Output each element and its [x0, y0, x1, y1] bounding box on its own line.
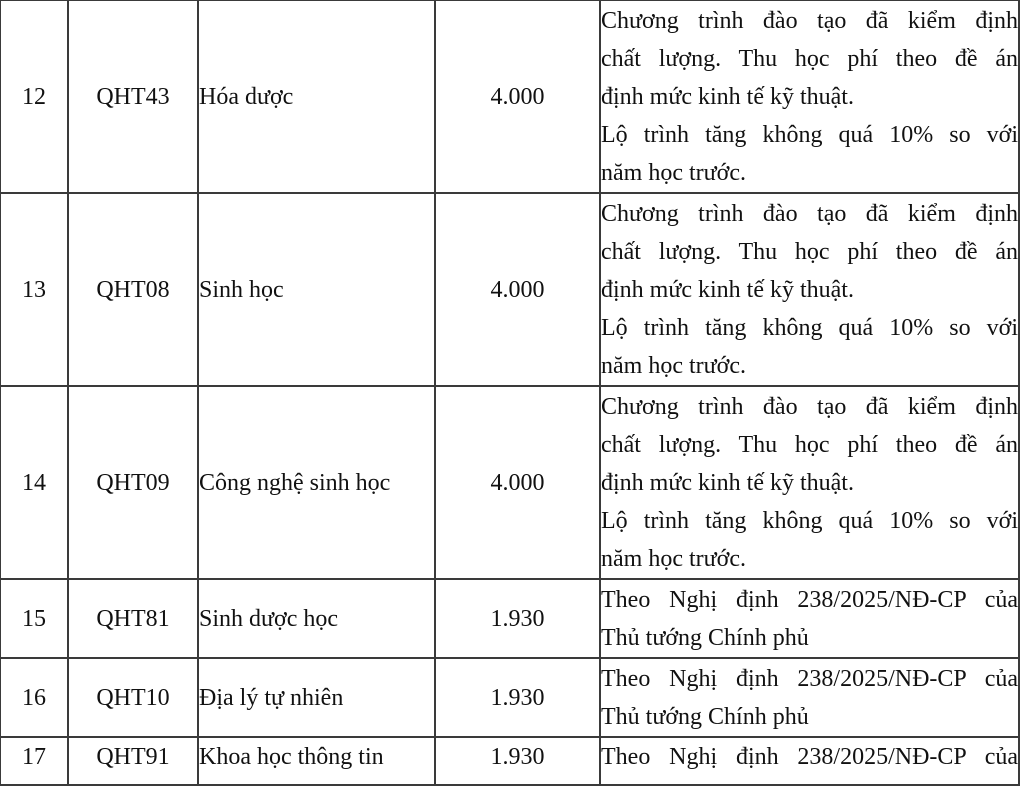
table-row — [0, 0, 1019, 193]
tuition-fee: 1.930 — [435, 579, 600, 658]
table-row — [0, 193, 1019, 386]
fee-note — [600, 579, 1019, 658]
note-line: Thủ tướng Chính phủ — [601, 624, 809, 651]
program-name: Hóa dược — [198, 0, 435, 193]
note-line: Lộ trình tăng không quá 10% so với — [601, 314, 1018, 341]
program-code: QHT09 — [68, 386, 198, 579]
program-code: QHT08 — [68, 193, 198, 386]
program-name: Sinh học — [198, 193, 435, 386]
note-line: định mức kinh tế kỹ thuật. — [601, 469, 854, 496]
note-line: Chương trình đào tạo đã kiểm định — [601, 393, 1018, 420]
tuition-fee: 4.000 — [435, 193, 600, 386]
tuition-fee: 4.000 — [435, 0, 600, 193]
program-name: Khoa học thông tin — [198, 737, 435, 785]
fee-note — [600, 737, 1019, 785]
table-row — [0, 658, 1019, 737]
note-line: năm học trước. — [601, 545, 746, 572]
note-line: chất lượng. Thu học phí theo đề án — [601, 45, 1018, 72]
program-name: Sinh dược học — [198, 579, 435, 658]
row-number: 12 — [0, 0, 68, 193]
note-line: Theo Nghị định 238/2025/NĐ-CP của — [601, 744, 1018, 770]
row-number: 16 — [0, 658, 68, 737]
row-number: 14 — [0, 386, 68, 579]
row-number: 17 — [0, 737, 68, 785]
program-name: Địa lý tự nhiên — [198, 658, 435, 737]
note-line: định mức kinh tế kỹ thuật. — [601, 83, 854, 110]
table-row — [0, 737, 1019, 785]
note-line: Chương trình đào tạo đã kiểm định — [601, 7, 1018, 34]
note-line: Thủ tướng Chính phủ — [601, 703, 809, 730]
tuition-fee: 4.000 — [435, 386, 600, 579]
note-line: chất lượng. Thu học phí theo đề án — [601, 238, 1018, 265]
program-code: QHT81 — [68, 579, 198, 658]
note-line: Theo Nghị định 238/2025/NĐ-CP của — [601, 665, 1018, 692]
row-number: 13 — [0, 193, 68, 386]
fee-note — [600, 386, 1019, 579]
table-row — [0, 386, 1019, 579]
fee-note — [600, 658, 1019, 737]
program-code: QHT10 — [68, 658, 198, 737]
tuition-fee: 1.930 — [435, 737, 600, 785]
program-name: Công nghệ sinh học — [198, 386, 435, 579]
note-line: Chương trình đào tạo đã kiểm định — [601, 200, 1018, 227]
program-code: QHT43 — [68, 0, 198, 193]
note-line: Theo Nghị định 238/2025/NĐ-CP của — [601, 586, 1018, 613]
table-row — [0, 579, 1019, 658]
note-line: chất lượng. Thu học phí theo đề án — [601, 431, 1018, 458]
fee-note — [600, 193, 1019, 386]
program-code: QHT91 — [68, 737, 198, 785]
row-number: 15 — [0, 579, 68, 658]
note-line: Lộ trình tăng không quá 10% so với — [601, 121, 1018, 148]
tuition-fee: 1.930 — [435, 658, 600, 737]
note-line: Lộ trình tăng không quá 10% so với — [601, 507, 1018, 534]
note-line: định mức kinh tế kỹ thuật. — [601, 276, 854, 303]
note-line: năm học trước. — [601, 159, 746, 186]
note-line: năm học trước. — [601, 352, 746, 379]
fee-note — [600, 0, 1019, 193]
